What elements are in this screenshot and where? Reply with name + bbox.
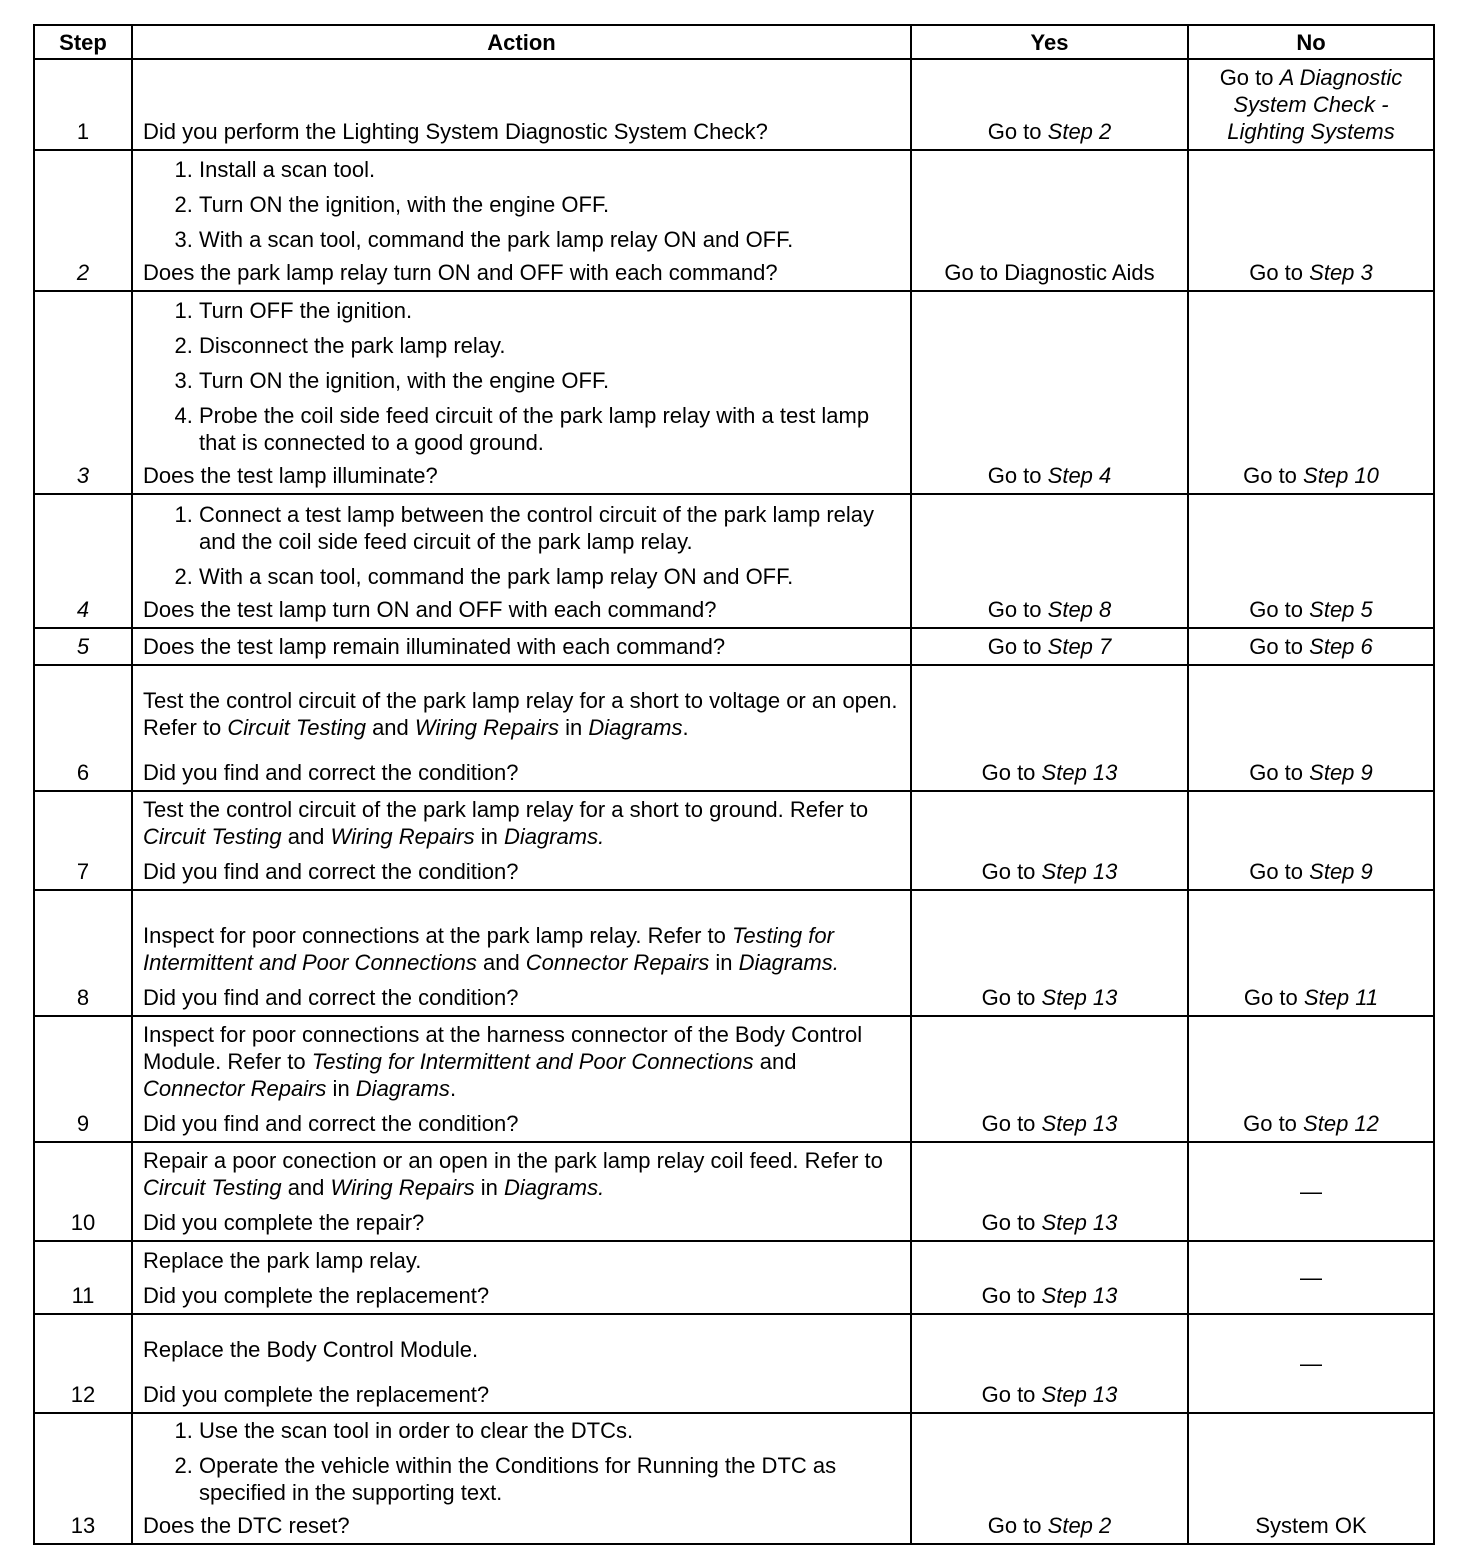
reference-link: Wiring Repairs xyxy=(330,824,475,849)
action-question: Does the test lamp turn ON and OFF with each command? xyxy=(143,597,717,622)
action-step-item: 1. Use the scan tool in order to clear the DTCs. xyxy=(199,1417,900,1444)
no-step-reference: Step 11 xyxy=(1303,985,1379,1010)
no-dash: — xyxy=(1300,1264,1322,1290)
diagnostic-table xyxy=(33,24,1435,1545)
no-text: Go to xyxy=(1243,1111,1297,1136)
action-step-item: 2. Operate the vehicle within the Conditions for Running the DTC as specified in the supporting text. xyxy=(199,1452,900,1506)
action-text: in xyxy=(474,824,504,849)
action-step-item: 1. Connect a test lamp between the control circuit of the park lamp relay and the coil side feed circuit of the park lamp relay. xyxy=(199,501,900,555)
yes-text: Go to xyxy=(981,1210,1036,1235)
yes-cell xyxy=(911,890,1188,1016)
action-intro: Replace the Body Control Module. xyxy=(143,1337,479,1362)
table-row xyxy=(34,291,1434,494)
action-cell xyxy=(132,59,911,150)
action-text: Test the control circuit of the park lamp relay for a short to ground. Refer to xyxy=(143,797,869,822)
table-row xyxy=(34,150,1434,291)
no-text: System OK xyxy=(1255,1513,1367,1538)
reference-link: Wiring Repairs xyxy=(414,715,559,740)
step-number: 9 xyxy=(34,1016,132,1142)
reference-link: Diagrams xyxy=(588,715,683,740)
action-step-item: 1. Turn OFF the ignition. xyxy=(199,297,900,324)
spacer xyxy=(143,1363,900,1381)
yes-text: Go to Diagnostic Aids xyxy=(944,260,1155,285)
yes-step-reference: Step 13 xyxy=(1041,1382,1118,1407)
no-dash: — xyxy=(1300,1350,1322,1376)
yes-text: Go to xyxy=(987,634,1042,659)
yes-text: Go to xyxy=(987,463,1042,488)
action-steps-list xyxy=(143,1417,900,1506)
table-row xyxy=(34,791,1434,890)
yes-cell xyxy=(911,791,1188,890)
action-question: Did you complete the replacement? xyxy=(143,1283,490,1308)
reference-link: Testing for Intermittent and Poor Connections xyxy=(311,1049,754,1074)
no-cell xyxy=(1188,150,1434,291)
action-text: Test the control circuit of the park lamp relay for a short to voltage or an open. Refer to xyxy=(143,688,898,740)
action-text: Inspect for poor connections at the harness connector of the Body Control Module. Refer to xyxy=(143,1022,863,1074)
reference-link: Testing for Intermittent and Poor Connections xyxy=(143,923,834,975)
reference-link: Circuit Testing xyxy=(227,715,366,740)
step-number: 10 xyxy=(34,1142,132,1241)
action-cell xyxy=(132,665,911,791)
action-question: Does the park lamp relay turn ON and OFF with each command? xyxy=(143,260,778,285)
no-text: Go to xyxy=(1243,985,1298,1010)
action-text: and xyxy=(281,1175,331,1200)
yes-cell xyxy=(911,59,1188,150)
action-cell xyxy=(132,1314,911,1413)
step-number: 13 xyxy=(34,1413,132,1544)
yes-cell xyxy=(911,1413,1188,1544)
action-text: in xyxy=(326,1076,356,1101)
yes-cell xyxy=(911,1314,1188,1413)
action-text: and xyxy=(476,950,526,975)
reference-link: Diagrams. xyxy=(503,824,605,849)
header-row xyxy=(34,25,1434,59)
action-cell xyxy=(132,628,911,665)
action-step-item: 4. Probe the coil side feed circuit of the park lamp relay with a test lamp that is connected to a good ground. xyxy=(199,402,900,456)
no-text: Go to xyxy=(1249,634,1304,659)
action-intro xyxy=(143,1147,900,1201)
reference-link: Connector Repairs xyxy=(525,950,710,975)
reference-link: Wiring Repairs xyxy=(330,1175,475,1200)
yes-cell xyxy=(911,1241,1188,1314)
table-row xyxy=(34,665,1434,791)
step-number: 1 xyxy=(34,59,132,150)
no-text: Go to xyxy=(1249,597,1304,622)
no-cell xyxy=(1188,1016,1434,1142)
no-cell xyxy=(1188,665,1434,791)
yes-cell xyxy=(911,150,1188,291)
no-cell xyxy=(1188,1314,1434,1413)
yes-step-reference: Step 13 xyxy=(1041,985,1118,1010)
action-intro: Did you perform the Lighting System Diagnostic System Check? xyxy=(143,119,768,144)
action-text: Repair a poor conection or an open in the park lamp relay coil feed. Refer to xyxy=(143,1148,883,1173)
yes-step-reference: Step 13 xyxy=(1041,859,1118,884)
no-step-reference: Step 9 xyxy=(1309,859,1373,884)
step-number: 5 xyxy=(34,628,132,665)
action-cell xyxy=(132,494,911,628)
no-cell xyxy=(1188,494,1434,628)
action-intro xyxy=(143,1021,900,1102)
yes-step-reference: Step 13 xyxy=(1041,1283,1118,1308)
no-cell xyxy=(1188,1413,1434,1544)
no-step-reference: Step 10 xyxy=(1303,463,1379,488)
step-number: 4 xyxy=(34,494,132,628)
action-intro: Replace the park lamp relay. xyxy=(143,1248,422,1273)
action-question: Did you complete the repair? xyxy=(143,1210,425,1235)
action-question: Does the test lamp illuminate? xyxy=(143,463,438,488)
table-body xyxy=(34,59,1434,1544)
action-cell xyxy=(132,150,911,291)
table-row xyxy=(34,59,1434,150)
yes-step-reference: Step 13 xyxy=(1041,760,1118,785)
table-row xyxy=(34,628,1434,665)
no-text: Go to xyxy=(1249,859,1304,884)
action-step-item: 2. With a scan tool, command the park lamp relay ON and OFF. xyxy=(199,563,900,590)
no-step-reference: Step 12 xyxy=(1303,1111,1379,1136)
action-intro xyxy=(143,922,900,976)
yes-text: Go to xyxy=(981,859,1036,884)
table-row xyxy=(34,1413,1434,1544)
no-text: Go to xyxy=(1249,260,1304,285)
reference-link: Diagrams. xyxy=(503,1175,605,1200)
no-cell xyxy=(1188,628,1434,665)
yes-cell xyxy=(911,1016,1188,1142)
action-text: in xyxy=(709,950,739,975)
no-cell xyxy=(1188,1241,1434,1314)
action-steps-list xyxy=(143,156,900,253)
action-cell xyxy=(132,1016,911,1142)
action-question: Does the DTC reset? xyxy=(143,1513,350,1538)
action-text: Inspect for poor connections at the park lamp relay. Refer to xyxy=(143,923,733,948)
action-intro xyxy=(143,687,900,741)
reference-link: Connector Repairs xyxy=(143,1076,327,1101)
yes-text: Go to xyxy=(981,1382,1036,1407)
no-text: Go to xyxy=(1219,65,1274,90)
no-text: Go to xyxy=(1249,760,1304,785)
yes-cell xyxy=(911,1142,1188,1241)
action-cell xyxy=(132,1142,911,1241)
step-number: 7 xyxy=(34,791,132,890)
action-text: in xyxy=(558,715,589,740)
action-step-item: 1. Install a scan tool. xyxy=(199,156,900,183)
step-number: 11 xyxy=(34,1241,132,1314)
action-text: and xyxy=(753,1049,797,1074)
header-yes: Yes xyxy=(911,25,1188,59)
action-question: Did you find and correct the condition? xyxy=(143,859,519,884)
yes-step-reference: Step 8 xyxy=(1047,597,1112,622)
no-step-reference: Step 9 xyxy=(1309,760,1373,785)
yes-step-reference: Step 7 xyxy=(1047,634,1112,659)
table-row xyxy=(34,1241,1434,1314)
action-cell xyxy=(132,1413,911,1544)
reference-link: Diagrams. xyxy=(738,950,839,975)
yes-step-reference: Step 13 xyxy=(1041,1111,1118,1136)
step-number: 12 xyxy=(34,1314,132,1413)
action-cell xyxy=(132,791,911,890)
action-step-item: 2. Disconnect the park lamp relay. xyxy=(199,332,900,359)
reference-link: Circuit Testing xyxy=(143,824,282,849)
action-cell xyxy=(132,890,911,1016)
step-number: 3 xyxy=(34,291,132,494)
spacer xyxy=(143,741,900,759)
no-dash: — xyxy=(1300,1178,1322,1204)
yes-text: Go to xyxy=(981,1283,1036,1308)
no-step-reference: Step 3 xyxy=(1309,260,1373,285)
reference-link: Circuit Testing xyxy=(143,1175,282,1200)
action-cell xyxy=(132,291,911,494)
no-step-reference: Step 5 xyxy=(1309,597,1373,622)
yes-text: Go to xyxy=(987,119,1042,144)
no-step-reference: A Diagnostic System Check - Lighting Systems xyxy=(1227,65,1403,144)
action-text: . xyxy=(682,715,689,740)
action-text: and xyxy=(365,715,415,740)
action-question: Did you complete the replacement? xyxy=(143,1382,490,1407)
action-step-item: 3. Turn ON the ignition, with the engine OFF. xyxy=(199,367,900,394)
action-steps-list xyxy=(143,501,900,590)
no-cell xyxy=(1188,1142,1434,1241)
no-cell xyxy=(1188,890,1434,1016)
header-action: Action xyxy=(132,25,911,59)
header-step: Step xyxy=(34,25,132,59)
yes-text: Go to xyxy=(981,760,1036,785)
step-number: 8 xyxy=(34,890,132,1016)
header-no: No xyxy=(1188,25,1434,59)
action-text: and xyxy=(281,824,331,849)
yes-step-reference: Step 4 xyxy=(1047,463,1112,488)
yes-text: Go to xyxy=(981,1111,1036,1136)
action-step-item: 3. With a scan tool, command the park lamp relay ON and OFF. xyxy=(199,226,900,253)
action-question: Did you find and correct the condition? xyxy=(143,760,519,785)
table-row xyxy=(34,494,1434,628)
action-intro: Does the test lamp remain illuminated with each command? xyxy=(143,634,726,659)
action-question: Did you find and correct the condition? xyxy=(143,985,519,1010)
step-number: 2 xyxy=(34,150,132,291)
yes-cell xyxy=(911,628,1188,665)
yes-step-reference: Step 2 xyxy=(1047,1513,1112,1538)
action-text: in xyxy=(474,1175,504,1200)
table-row xyxy=(34,1314,1434,1413)
action-text: . xyxy=(449,1076,457,1101)
yes-text: Go to xyxy=(987,597,1042,622)
action-intro xyxy=(143,796,900,850)
step-number: 6 xyxy=(34,665,132,791)
no-step-reference: Step 6 xyxy=(1309,634,1373,659)
no-text: Go to xyxy=(1243,463,1297,488)
action-question: Did you find and correct the condition? xyxy=(143,1111,519,1136)
action-steps-list xyxy=(143,297,900,456)
no-cell xyxy=(1188,791,1434,890)
yes-cell xyxy=(911,291,1188,494)
yes-text: Go to xyxy=(987,1513,1042,1538)
yes-cell xyxy=(911,494,1188,628)
action-step-item: 2. Turn ON the ignition, with the engine OFF. xyxy=(199,191,900,218)
table-row xyxy=(34,1142,1434,1241)
table-row xyxy=(34,1016,1434,1142)
no-cell xyxy=(1188,59,1434,150)
action-cell xyxy=(132,1241,911,1314)
reference-link: Diagrams xyxy=(355,1076,450,1101)
no-cell xyxy=(1188,291,1434,494)
yes-cell xyxy=(911,665,1188,791)
yes-text: Go to xyxy=(981,985,1036,1010)
table-row xyxy=(34,890,1434,1016)
yes-step-reference: Step 13 xyxy=(1041,1210,1118,1235)
yes-step-reference: Step 2 xyxy=(1047,119,1112,144)
